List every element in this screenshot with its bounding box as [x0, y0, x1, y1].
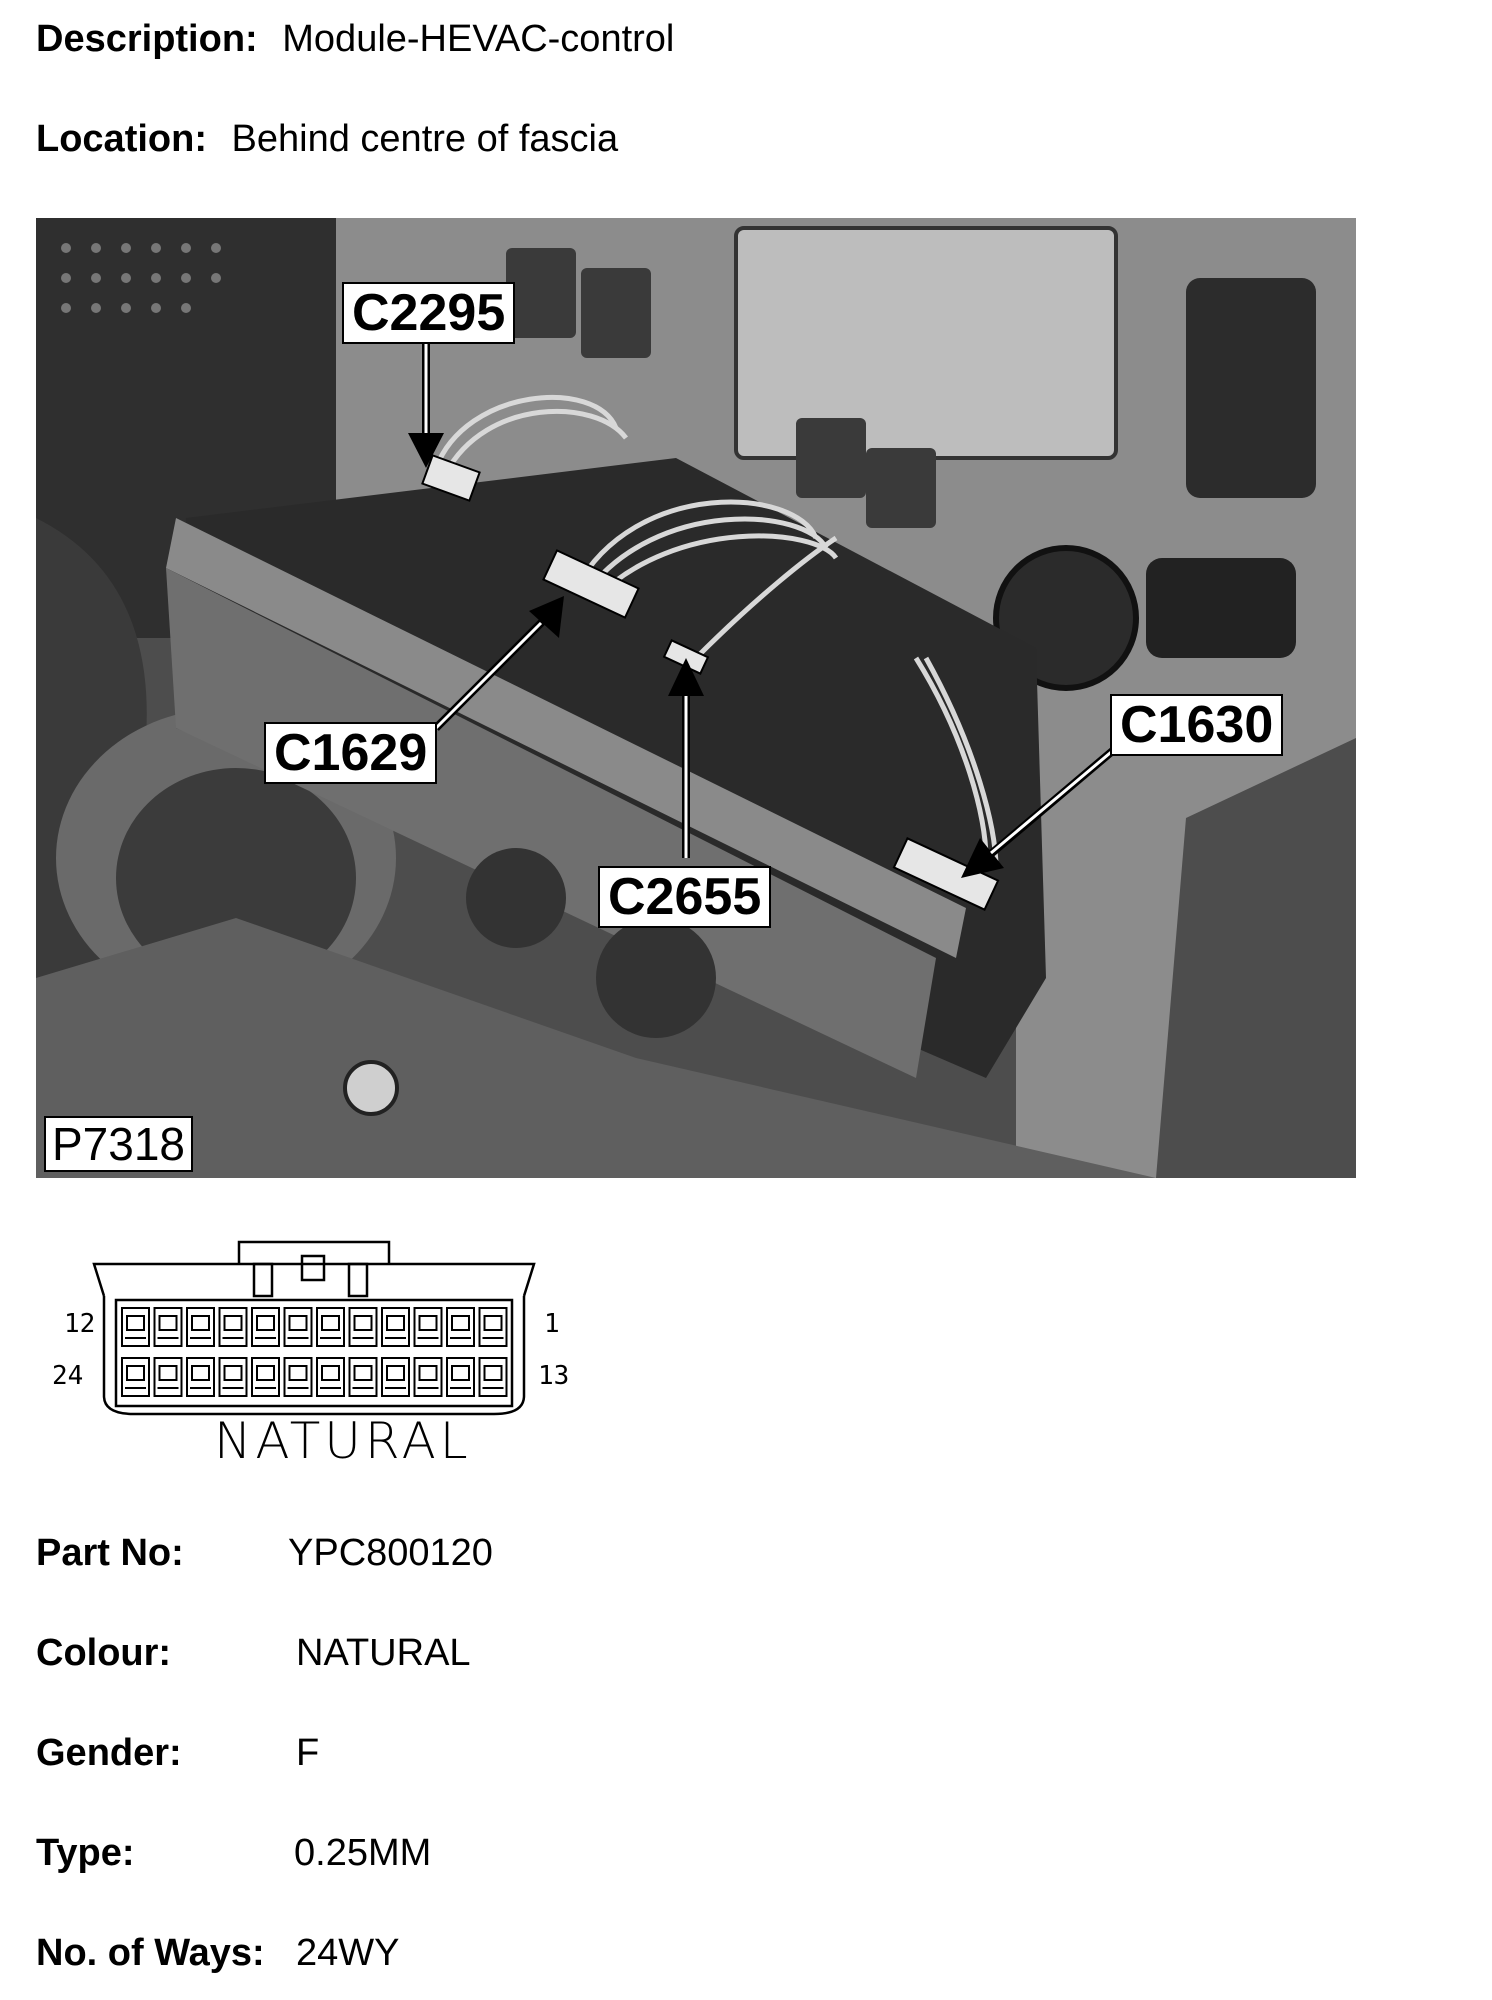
gender-label: Gender: — [36, 1732, 182, 1774]
description-row — [36, 16, 674, 62]
pin-cavity-inner — [257, 1366, 274, 1380]
pin-cavity-inner — [257, 1316, 274, 1330]
pin-cavity-inner — [290, 1316, 307, 1330]
location-label: Location: — [36, 118, 207, 160]
pin-cavity-inner — [322, 1316, 339, 1330]
colour-label: Colour: — [36, 1632, 172, 1674]
pin-cavity-inner — [225, 1316, 242, 1330]
pin-cavity-inner — [127, 1316, 144, 1330]
type-label: Type: — [36, 1832, 135, 1874]
callout-c1629: C1629 — [264, 722, 437, 784]
pin-cavity-inner — [160, 1366, 177, 1380]
part-no-label: Part No: — [36, 1532, 184, 1574]
ways-value: 24WY — [296, 1932, 400, 1974]
ways-label: No. of Ways: — [36, 1932, 265, 1974]
pin-cavity-inner — [290, 1366, 307, 1380]
pin-cavity-inner — [355, 1316, 372, 1330]
photo-reference: P7318 — [44, 1116, 193, 1172]
pin-cavity-inner — [160, 1316, 177, 1330]
ways-row — [36, 1930, 400, 1976]
connector-face-diagram — [44, 1236, 604, 1466]
pin-cavity-inner — [452, 1366, 469, 1380]
pin-cavity-inner — [485, 1366, 502, 1380]
callout-c2295: C2295 — [342, 282, 515, 344]
type-value: 0.25MM — [294, 1832, 432, 1874]
part-no-value: YPC800120 — [288, 1532, 493, 1574]
pin-cavity-inner — [127, 1366, 144, 1380]
pin-cavity-inner — [387, 1316, 404, 1330]
callout-c1630: C1630 — [1110, 694, 1283, 756]
location-row — [36, 116, 618, 162]
description-label: Description: — [36, 18, 258, 60]
gender-row — [36, 1730, 320, 1776]
pin-cavity-inner — [192, 1366, 209, 1380]
pin-cavity-inner — [192, 1316, 209, 1330]
pin-label-24: 24 — [52, 1361, 84, 1391]
pin-cavity-inner — [387, 1366, 404, 1380]
location-value: Behind centre of fascia — [231, 118, 619, 160]
pin-label-1: 1 — [544, 1309, 560, 1339]
pin-cavity-inner — [225, 1366, 242, 1380]
type-row — [36, 1830, 432, 1876]
connector-colour-caption: NATURAL — [214, 1412, 472, 1466]
pin-cavity-inner — [420, 1316, 437, 1330]
part-no-row — [36, 1530, 493, 1576]
pin-cavity-inner — [355, 1366, 372, 1380]
location-photo — [36, 218, 1356, 1178]
pin-label-12: 12 — [64, 1309, 96, 1339]
callout-c2655: C2655 — [598, 866, 771, 928]
pin-cavity-inner — [420, 1366, 437, 1380]
description-value: Module-HEVAC-control — [282, 18, 675, 60]
colour-value: NATURAL — [296, 1632, 471, 1674]
pin-cavity-inner — [485, 1316, 502, 1330]
connector-pin-grid — [122, 1308, 507, 1396]
gender-value: F — [296, 1732, 320, 1774]
pin-cavity-inner — [452, 1316, 469, 1330]
pin-label-13: 13 — [538, 1361, 570, 1391]
colour-row — [36, 1630, 471, 1676]
pin-cavity-inner — [322, 1366, 339, 1380]
